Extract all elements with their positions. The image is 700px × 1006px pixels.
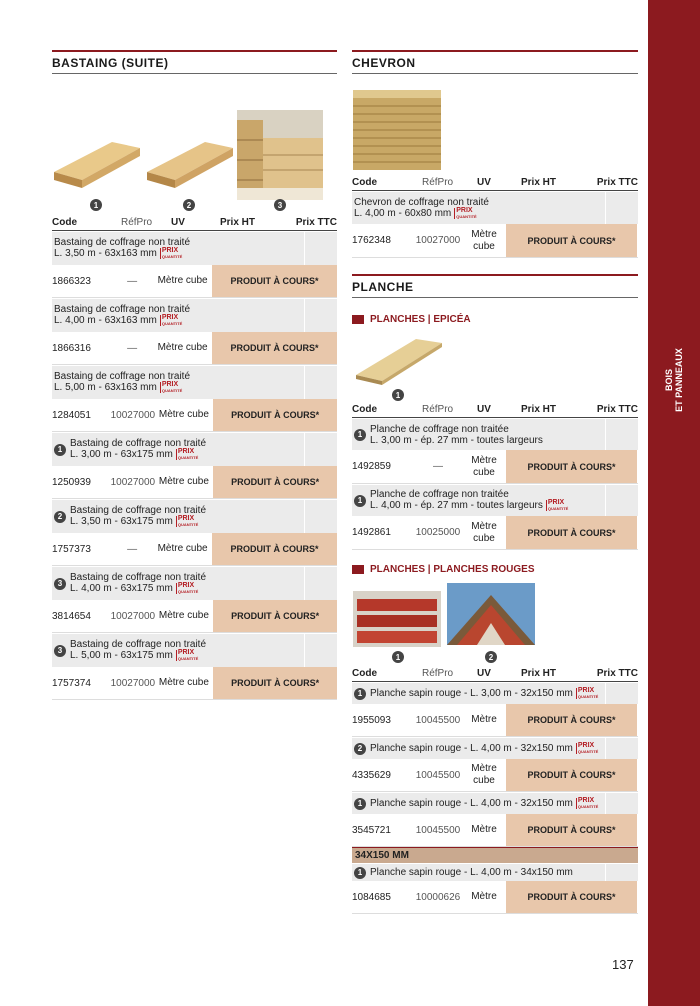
product-code: 1866323 <box>52 275 91 287</box>
product-number-badge: 1 <box>354 867 366 879</box>
quantite-label: QUANTITÉ <box>577 693 599 699</box>
rouges-image-1 <box>353 591 441 647</box>
prix-label: PRIX <box>161 247 179 255</box>
description-line: Planche de coffrage non traitée <box>370 423 509 435</box>
product-ref: 10027000 <box>415 235 461 246</box>
product-number-badge: 1 <box>354 495 366 507</box>
product-number-badge: 1 <box>354 798 366 810</box>
prix-quantite-badge <box>576 743 598 754</box>
subsection-rouges-title: PLANCHES | PLANCHES ROUGES <box>370 564 535 575</box>
header-ref: RéfPro <box>422 404 454 415</box>
image-number: 2 <box>485 651 497 663</box>
bastaing-table <box>52 231 337 700</box>
description-line <box>54 315 335 326</box>
rouges-images <box>352 575 638 667</box>
description-text <box>70 639 335 661</box>
prix-quantite-badge <box>576 798 598 809</box>
subsection-rouges <box>352 564 638 575</box>
image-number: 1 <box>90 199 102 211</box>
product-code: 1762348 <box>352 235 391 246</box>
description-line <box>370 743 636 754</box>
description-text-inline: Planche sapin rouge - L. 4,00 m - 32x150 mm <box>370 798 573 810</box>
empty-price-cell <box>304 634 337 667</box>
description-dimensions: L. 3,00 m - 63x175 mm <box>70 449 173 461</box>
empty-price-cell <box>605 485 638 516</box>
quantite-label: QUANTITÉ <box>577 803 599 809</box>
header-prix-ttc: Prix TTC <box>596 668 638 679</box>
product-description <box>352 484 638 516</box>
section-title-planche: PLANCHE <box>352 274 638 298</box>
subsection-epicea <box>352 314 638 325</box>
bastaing-images <box>52 74 337 196</box>
quantite-label: QUANTITÉ <box>177 656 199 662</box>
product-ref: 10027000 <box>110 476 156 488</box>
price-on-request: PRODUIT À COURS* <box>213 600 337 632</box>
empty-price-cell <box>605 793 638 814</box>
bastaing-section <box>52 50 337 700</box>
header-code: Code <box>52 217 77 228</box>
prix-quantite-badge <box>176 583 198 594</box>
product-uv: Mètre cube <box>471 763 497 786</box>
product-description <box>352 863 638 881</box>
table-row <box>52 667 337 700</box>
description-text <box>370 798 636 809</box>
product-number-badge: 1 <box>54 444 66 456</box>
empty-price-cell <box>304 500 337 533</box>
table-row <box>352 224 638 258</box>
description-line: Planche de coffrage non traitée <box>370 489 509 501</box>
product-description <box>52 231 337 265</box>
quantite-label: QUANTITÉ <box>547 506 569 512</box>
description-line: Bastaing de coffrage non traité <box>54 304 191 316</box>
rouges-image-2 <box>447 583 535 645</box>
empty-price-cell <box>605 738 638 759</box>
description-text-inline: Planche sapin rouge - L. 4,00 m - 34x150 mm <box>370 867 573 878</box>
product-ref: 10027000 <box>110 409 156 421</box>
description-dimensions: L. 4,00 m - 63x163 mm <box>54 315 157 327</box>
description-line <box>370 435 636 446</box>
empty-price-cell <box>304 433 337 466</box>
product-number-badge: 1 <box>354 688 366 700</box>
empty-price-cell <box>605 192 638 224</box>
quantite-label: QUANTITÉ <box>177 589 199 595</box>
product-number-badge: 2 <box>54 511 66 523</box>
description-text-inline: Planche sapin rouge - L. 3,00 m - 32x150 mm <box>370 688 573 700</box>
description-line <box>70 583 335 594</box>
product-uv: Mètre cube <box>158 677 209 688</box>
description-line: Chevron de coffrage non traité <box>354 196 489 208</box>
empty-price-cell <box>304 299 337 332</box>
description-line <box>370 867 636 878</box>
product-code: 1757373 <box>52 543 91 555</box>
header-uv: UV <box>477 177 491 188</box>
product-uv: Mètre <box>471 824 497 835</box>
table-row <box>52 332 337 365</box>
product-uv: Mètre <box>471 891 497 902</box>
header-uv: UV <box>477 668 491 679</box>
product-description <box>352 737 638 759</box>
description-line: Bastaing de coffrage non traité <box>70 438 207 450</box>
bastaing-image-1 <box>52 134 142 189</box>
chevron-image <box>353 90 441 170</box>
description-line <box>70 650 335 661</box>
product-code: 1492859 <box>352 461 391 472</box>
product-code: 1284051 <box>52 409 91 421</box>
quantite-label: QUANTITÉ <box>161 321 183 327</box>
description-text <box>70 505 335 527</box>
product-uv: Mètre <box>471 714 497 725</box>
description-dimensions: L. 3,00 m - ép. 27 mm - toutes largeurs <box>370 434 543 446</box>
product-uv: Mètre cube <box>158 610 209 621</box>
image-number: 1 <box>392 651 404 663</box>
product-code: 4335629 <box>352 769 391 781</box>
table-header <box>352 667 638 682</box>
product-description <box>52 499 337 533</box>
table-row <box>52 533 337 566</box>
product-ref: 10025000 <box>415 527 461 538</box>
description-text <box>370 424 636 446</box>
header-ref: RéfPro <box>422 177 454 188</box>
description-text <box>54 371 335 393</box>
header-code: Code <box>352 177 377 188</box>
product-description <box>352 418 638 450</box>
header-code: Code <box>352 404 377 415</box>
price-on-request: PRODUIT À COURS* <box>213 399 337 431</box>
prix-quantite-badge <box>576 688 598 699</box>
description-text <box>370 688 636 699</box>
product-uv: Mètre cube <box>471 520 497 544</box>
product-code: 3545721 <box>352 824 391 836</box>
bastaing-image-numbers <box>52 196 337 216</box>
subsection-marker <box>352 565 364 574</box>
description-text <box>370 867 636 878</box>
empty-price-cell <box>605 864 638 881</box>
epicea-image-wrap <box>352 325 638 403</box>
product-description <box>52 365 337 399</box>
price-on-request: PRODUIT À COURS* <box>212 265 337 297</box>
quantite-label: QUANTITÉ <box>456 213 477 219</box>
description-text <box>54 237 335 259</box>
prix-label: PRIX <box>177 582 195 590</box>
product-ref: 10000626 <box>415 891 461 903</box>
product-ref: — <box>433 461 443 472</box>
quantite-label: QUANTITÉ <box>577 748 599 754</box>
product-code: 3814654 <box>52 610 91 622</box>
product-description <box>352 682 638 704</box>
product-code: 1955093 <box>352 714 391 726</box>
table-row <box>52 265 337 298</box>
price-on-request: PRODUIT À COURS* <box>506 881 637 913</box>
empty-price-cell <box>605 419 638 450</box>
quantite-label: QUANTITÉ <box>161 388 183 394</box>
description-dimensions: L. 5,00 m - 63x163 mm <box>54 382 157 394</box>
product-number-badge: 1 <box>354 429 366 441</box>
description-line <box>370 798 636 809</box>
header-prix-ht: Prix HT <box>521 404 557 415</box>
table-header <box>352 176 638 191</box>
header-ref: RéfPro <box>422 668 454 679</box>
prix-quantite-badge <box>176 650 198 661</box>
right-column <box>352 50 638 914</box>
band-table <box>352 863 638 914</box>
header-prix-ttc: Prix TTC <box>295 217 337 228</box>
price-on-request: PRODUIT À COURS* <box>506 516 637 549</box>
chevron-table <box>352 191 638 258</box>
price-on-request: PRODUIT À COURS* <box>212 533 337 565</box>
product-ref: 10027000 <box>110 610 156 622</box>
product-ref: 10045500 <box>415 714 461 726</box>
description-line <box>370 500 636 511</box>
header-prix-ht: Prix HT <box>521 668 557 679</box>
table-header <box>352 403 638 418</box>
image-number: 3 <box>274 199 286 211</box>
product-description <box>352 792 638 814</box>
subsection-marker <box>352 315 364 324</box>
prix-quantite-badge <box>176 449 198 460</box>
prix-label: PRIX <box>577 686 595 694</box>
description-line: Bastaing de coffrage non traité <box>70 572 207 584</box>
epicea-image <box>354 331 444 391</box>
empty-price-cell <box>605 683 638 704</box>
description-dimensions: L. 3,50 m - 63x163 mm <box>54 248 157 260</box>
table-row <box>52 466 337 499</box>
epicea-table <box>352 418 638 550</box>
prix-label: PRIX <box>177 515 195 523</box>
prix-quantite-badge <box>160 382 182 393</box>
product-uv: Mètre cube <box>471 228 497 252</box>
description-text <box>370 743 636 754</box>
description-dimensions: L. 4,00 m - 60x80 mm <box>354 208 452 220</box>
prix-quantite-badge <box>454 208 476 219</box>
table-row <box>352 516 638 550</box>
product-description <box>52 566 337 600</box>
description-line: Bastaing de coffrage non traité <box>54 371 191 383</box>
header-ref: RéfPro <box>121 217 153 228</box>
empty-price-cell <box>304 366 337 399</box>
prix-label: PRIX <box>161 314 179 322</box>
description-text <box>70 572 335 594</box>
bastaing-image-3 <box>237 110 323 200</box>
price-on-request: PRODUIT À COURS* <box>506 759 637 791</box>
section-title-bastaing: BASTAING (SUITE) <box>52 50 337 74</box>
description-dimensions: L. 4,00 m - ép. 27 mm - toutes largeurs <box>370 500 543 512</box>
product-number-badge: 3 <box>54 578 66 590</box>
product-uv: Mètre cube <box>157 543 208 554</box>
sidebar-label-line2: ET PANNEAUX <box>674 348 684 412</box>
price-on-request: PRODUIT À COURS* <box>506 704 637 736</box>
prix-label: PRIX <box>456 206 473 214</box>
quantite-label: QUANTITÉ <box>161 254 183 260</box>
price-on-request: PRODUIT À COURS* <box>506 450 637 483</box>
rouges-table <box>352 682 638 847</box>
subsection-epicea-title: PLANCHES | EPICÉA <box>370 314 471 325</box>
product-description <box>352 191 638 224</box>
product-number-badge: 3 <box>54 645 66 657</box>
image-number: 2 <box>183 199 195 211</box>
prix-label: PRIX <box>177 448 195 456</box>
description-line <box>70 449 335 460</box>
product-ref: 10045500 <box>415 769 461 781</box>
header-uv: UV <box>171 217 185 228</box>
prix-label: PRIX <box>577 796 595 804</box>
prix-quantite-badge <box>160 248 182 259</box>
description-line: Bastaing de coffrage non traité <box>70 639 207 651</box>
price-on-request: PRODUIT À COURS* <box>213 466 337 498</box>
prix-label: PRIX <box>161 381 179 389</box>
empty-price-cell <box>304 232 337 265</box>
empty-price-cell <box>304 567 337 600</box>
product-uv: Mètre cube <box>157 275 208 286</box>
price-on-request: PRODUIT À COURS* <box>506 814 637 846</box>
header-prix-ht: Prix HT <box>521 177 557 188</box>
header-uv: UV <box>477 404 491 415</box>
product-code: 1866316 <box>52 342 91 354</box>
quantite-label: QUANTITÉ <box>177 455 199 461</box>
category-sidebar <box>648 0 700 1006</box>
description-line: Bastaing de coffrage non traité <box>54 237 191 249</box>
description-line <box>54 382 335 393</box>
description-line <box>54 248 335 259</box>
product-code: 1084685 <box>352 891 391 903</box>
header-prix-ht: Prix HT <box>220 217 256 228</box>
product-ref: — <box>127 275 138 287</box>
table-row <box>352 814 638 847</box>
product-description <box>52 298 337 332</box>
product-code: 1757374 <box>52 677 91 689</box>
product-description <box>52 633 337 667</box>
description-dimensions: L. 3,50 m - 63x175 mm <box>70 516 173 528</box>
header-prix-ttc: Prix TTC <box>596 404 638 415</box>
product-uv: Mètre cube <box>157 342 208 353</box>
description-dimensions: L. 4,00 m - 63x175 mm <box>70 583 173 595</box>
product-uv: Mètre cube <box>471 454 497 478</box>
sidebar-label <box>664 348 684 412</box>
product-ref: — <box>127 342 138 354</box>
product-description <box>52 432 337 466</box>
sidebar-label-line1: BOIS <box>664 369 674 392</box>
product-ref: — <box>127 543 138 555</box>
description-text-inline: Planche sapin rouge - L. 4,00 m - 32x150 mm <box>370 743 573 755</box>
description-line <box>70 516 335 527</box>
table-row <box>52 600 337 633</box>
description-text <box>70 438 335 460</box>
product-code: 1492861 <box>352 527 391 538</box>
price-on-request: PRODUIT À COURS* <box>212 332 337 364</box>
price-on-request: PRODUIT À COURS* <box>506 224 637 257</box>
bastaing-image-2 <box>145 134 235 189</box>
table-row <box>352 704 638 737</box>
prix-label: PRIX <box>547 499 565 507</box>
product-ref: 10045500 <box>415 824 461 836</box>
prix-quantite-badge <box>546 500 568 511</box>
image-number: 1 <box>392 389 404 401</box>
product-uv: Mètre cube <box>158 409 209 420</box>
table-row <box>352 450 638 484</box>
table-row <box>352 759 638 792</box>
price-on-request: PRODUIT À COURS* <box>213 667 337 699</box>
prix-label: PRIX <box>577 741 595 749</box>
prix-label: PRIX <box>177 649 195 657</box>
product-number-badge: 2 <box>354 743 366 755</box>
description-text <box>354 197 636 219</box>
table-row <box>352 881 638 914</box>
prix-quantite-badge <box>160 315 182 326</box>
product-ref: 10027000 <box>110 677 156 689</box>
prix-quantite-badge <box>176 516 198 527</box>
header-prix-ttc: Prix TTC <box>596 177 638 188</box>
description-text <box>370 489 636 511</box>
page-number: 137 <box>612 957 634 972</box>
description-line <box>354 208 636 219</box>
product-uv: Mètre cube <box>158 476 209 487</box>
chevron-image-wrap <box>352 74 638 176</box>
description-line: Bastaing de coffrage non traité <box>70 505 207 517</box>
description-text <box>54 304 335 326</box>
description-line <box>370 688 636 699</box>
quantite-label: QUANTITÉ <box>177 522 199 528</box>
band-34x150: 34X150 MM <box>352 847 638 863</box>
section-title-chevron: CHEVRON <box>352 50 638 74</box>
header-code: Code <box>352 668 377 679</box>
description-dimensions: L. 5,00 m - 63x175 mm <box>70 650 173 662</box>
table-row <box>52 399 337 432</box>
table-header <box>52 216 337 231</box>
product-code: 1250939 <box>52 476 91 488</box>
